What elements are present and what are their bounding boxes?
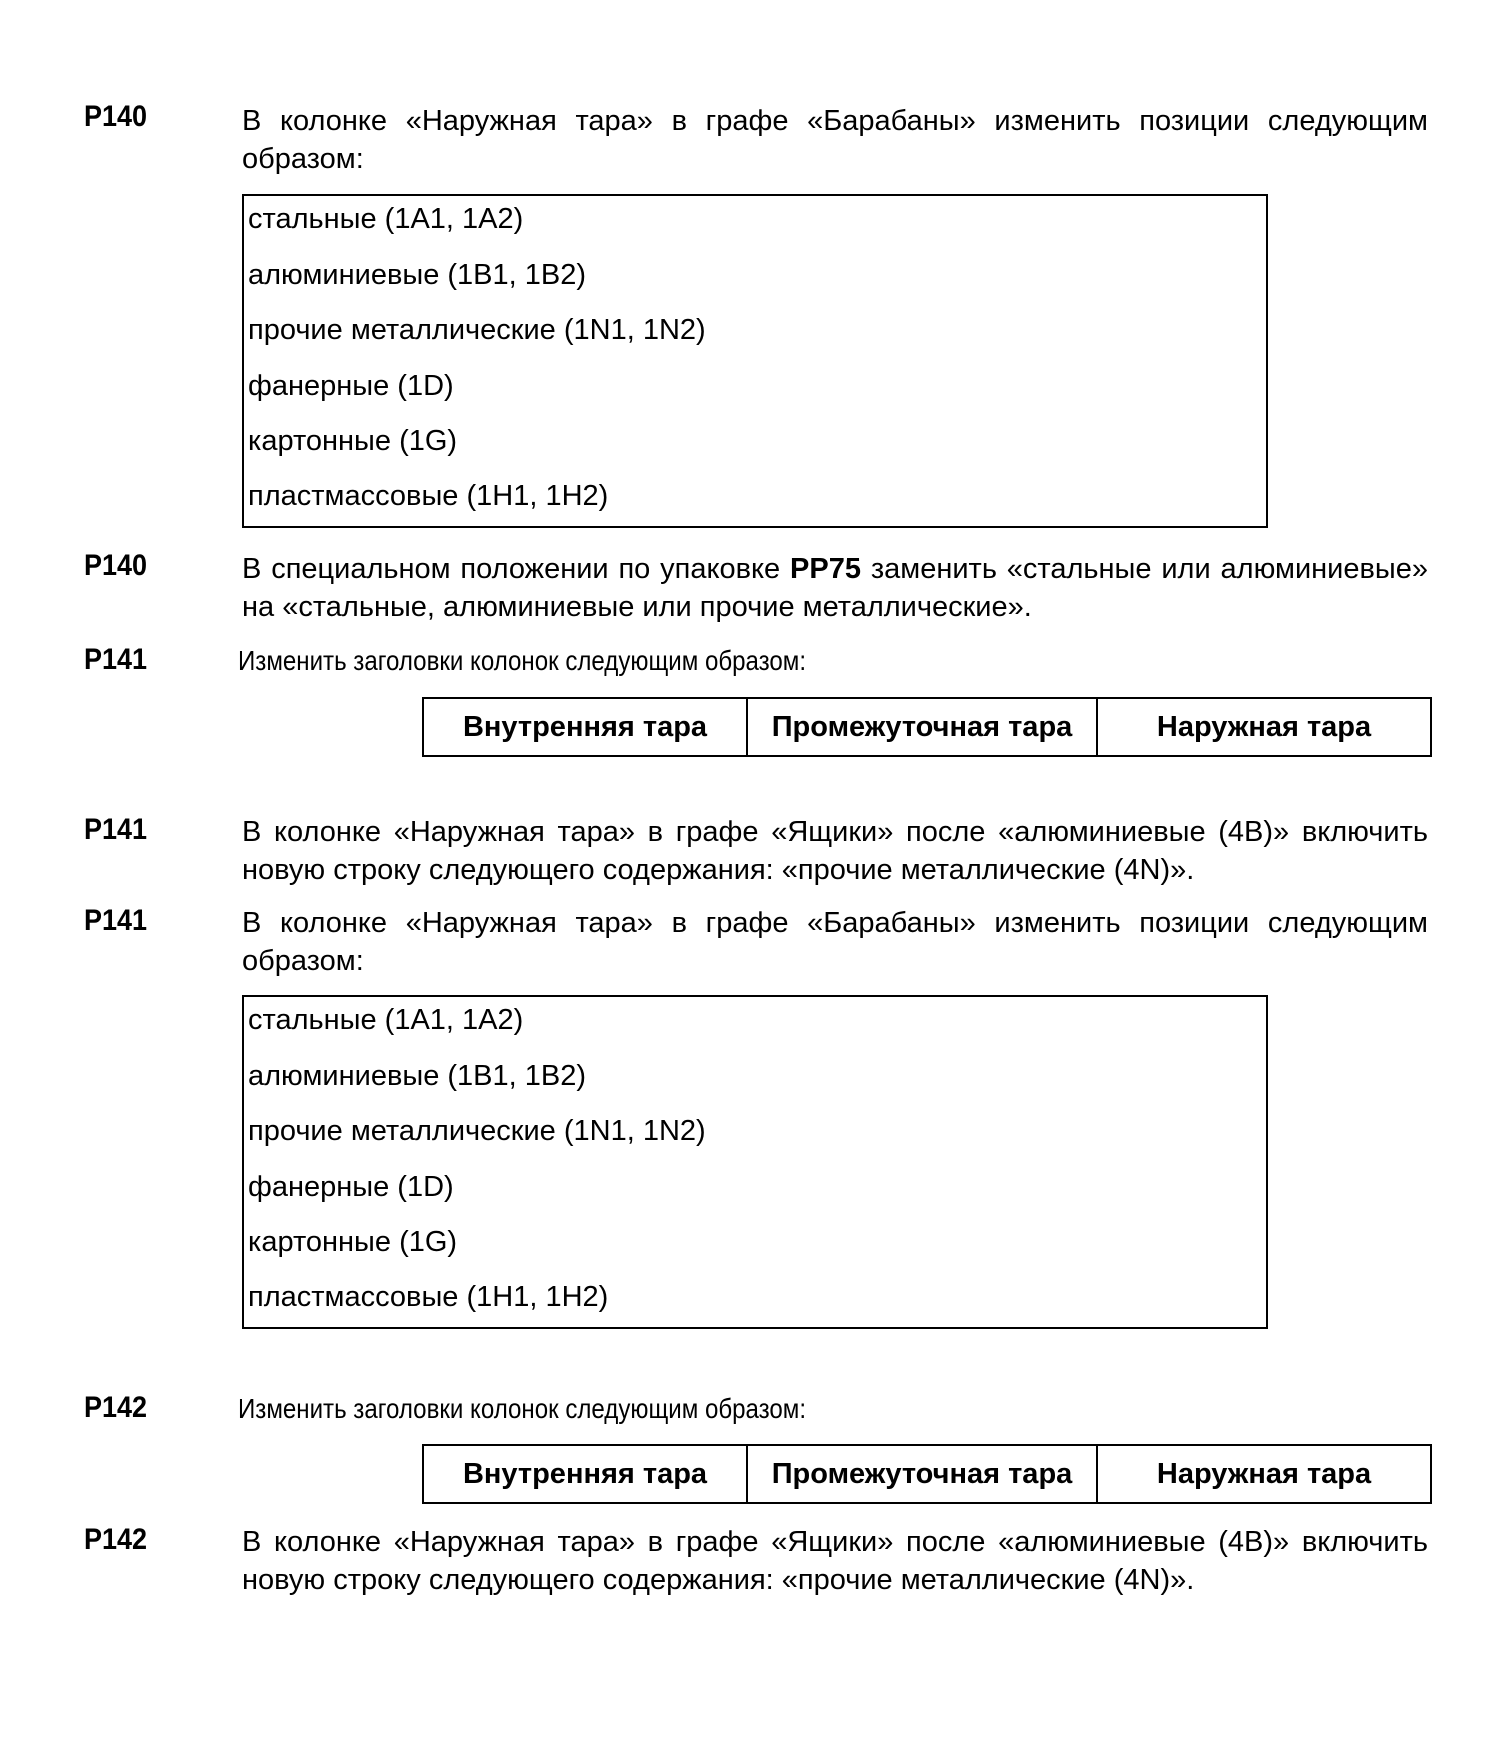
list-item: фанерные (1D) [248,1171,454,1203]
entry-code: P142 [84,1523,148,1556]
packing-provision-code: PP75 [790,553,861,585]
header-outer-packaging: Наружная тара [1096,1446,1430,1502]
entry-text: Изменить заголовки колонок следующим образом: [238,645,807,676]
entry-text: В колонке «Наружная тара» в графе «Барабаны» изменить позиции следующим образом: [242,907,1428,977]
list-item: фанерные (1D) [248,370,454,402]
entry-code: P142 [84,1391,148,1424]
header-inner-packaging: Внутренняя тара [462,710,708,743]
entry-text: Изменить заголовки колонок следующим образом: [238,1393,807,1424]
entry-code: P141 [84,813,148,846]
list-item: картонные (1G) [248,425,458,457]
list-item: пластмассовые (1H1, 1H2) [248,1281,609,1313]
entry-code: P140 [84,549,148,582]
header-intermediate-packaging: Промежуточная тара [746,699,1096,755]
column-headers-table [422,1444,1432,1504]
drums-list-box [242,995,1268,1329]
list-item: прочие металлические (1N1, 1N2) [248,314,706,346]
list-item: стальные (1A1, 1A2) [248,1004,524,1036]
list-item: прочие металлические (1N1, 1N2) [248,1115,706,1147]
list-item: картонные (1G) [248,1226,458,1258]
entry-code: P140 [84,100,148,133]
list-item: стальные (1A1, 1A2) [248,203,524,235]
header-intermediate-packaging: Промежуточная тара [746,1446,1096,1502]
column-headers-table [422,697,1432,757]
list-item: пластмассовые (1H1, 1H2) [248,480,609,512]
entry-text: В колонке «Наружная тара» в графе «Ящики» после «алюминиевые (4B)» включить новую строку следующего содержания: «прочие металлические (4N)». [242,1526,1428,1596]
entry-code: P141 [84,643,148,676]
list-item: алюминиевые (1B1, 1B2) [248,259,587,291]
entry-code: P141 [84,904,148,937]
entry-text: В колонке «Наружная тара» в графе «Барабаны» изменить позиции следующим образом: [242,105,1428,175]
header-outer-packaging: Наружная тара [1096,699,1430,755]
drums-list-box [242,194,1268,528]
header-inner-packaging: Внутренняя тара [462,1457,708,1490]
list-item: алюминиевые (1B1, 1B2) [248,1060,587,1092]
entry-text: В специальном положении по упаковке PP75 заменить «стальные или алюминиевые» на «стальные, алюминиевые или прочие металлические». [242,553,1428,623]
entry-text: В колонке «Наружная тара» в графе «Ящики» после «алюминиевые (4B)» включить новую строку следующего содержания: «прочие металлические (4N)». [242,816,1428,886]
